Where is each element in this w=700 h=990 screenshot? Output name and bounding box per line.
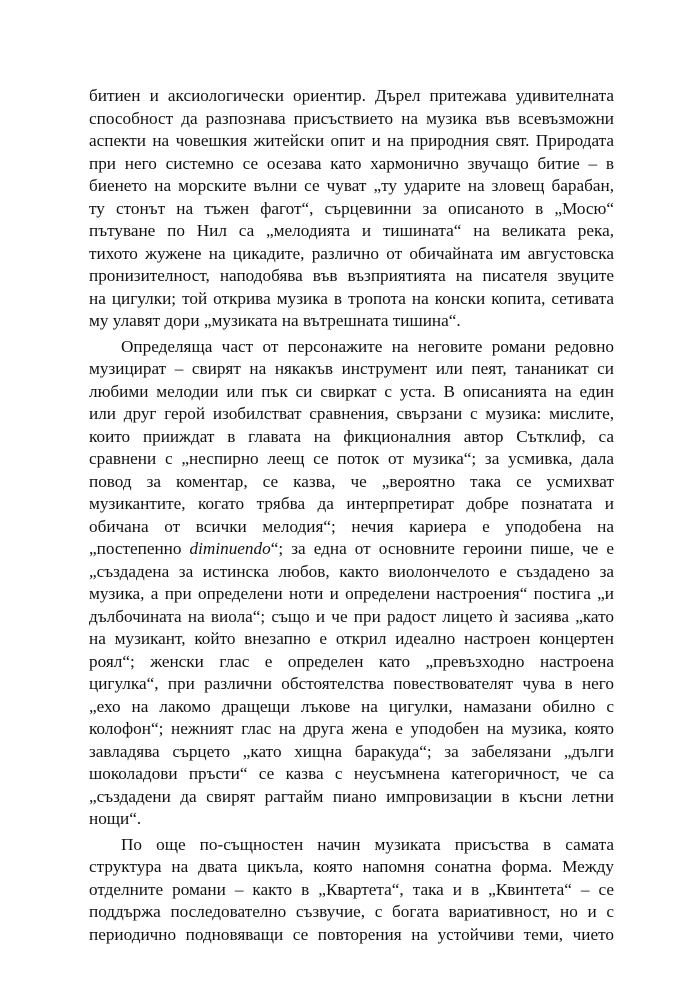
text-line: или друг герой изобилстват сравнения, свързани с музика: мислите, <box>89 404 614 423</box>
text-line: „създадени да свирят рагтайм пиано импровизации в късни летни <box>89 786 614 806</box>
italic-term: diminuendo <box>189 539 271 558</box>
text-line: нощи“. <box>89 809 142 828</box>
text-line: цигулка“, при различни обстоятелства повествователят чува в него <box>89 674 614 693</box>
text-line: периодично подновяващи се повторения на устойчиви теми, чието <box>89 924 614 944</box>
text-line: при него системно се осезава като хармонично звучащо битие – в <box>89 153 614 173</box>
document-page <box>89 85 614 946</box>
text-line: структура на двата цикъла, която напомня сонатна форма. Между <box>89 857 614 876</box>
text-line: шоколадови пръсти“ се казва с неусъмнена категоричност, че са <box>89 764 614 783</box>
text-line: колофон“; нежният глас на друга жена е уподобен на музика, която <box>89 719 614 738</box>
text-line: завладява сърцето „като хищна баракуда“; за забелязани „дълги <box>89 741 614 761</box>
text-line: битиен и аксиологически ориентир. Дърел притежава удивителната <box>89 86 614 105</box>
text-line: обичана от всички мелодия“; нечия кариера е уподобена на <box>89 516 614 536</box>
paragraph-2 <box>89 336 614 831</box>
text-line: По още по-същностен начин музиката присъства в самата <box>121 834 614 854</box>
text-line: които прииждат в главата на фикционалния автор Сътклиф, са <box>89 426 614 446</box>
text-line: му улавят дори „музиката на вътрешната тишина“. <box>89 311 461 330</box>
text-line: отделните романи – както в „Квартета“, така и в „Квинтета“ – се <box>89 879 614 899</box>
text-line: способност да разпознава присъствието на музика във всевъзможни <box>89 108 614 128</box>
text-line: „създадена за истинска любов, както виолончелото е създадено за <box>89 561 614 581</box>
text-line: тихото жужене на цикадите, различно от обичайната им августовска <box>89 243 614 263</box>
text-line: поддържа последователно съзвучие, с богата вариативност, но и с <box>89 902 614 921</box>
text-line: любими мелодии или пък си свиркат с уста. В описанията на един <box>89 381 614 401</box>
text-line: роял“; женски глас е определен като „превъзходно настроена <box>89 651 614 671</box>
text-line: ту стонът на тъжен фагот“, сърцевинни за описаното в „Мосю“ <box>89 198 614 218</box>
text-line: музицират – свирят на някакъв инструмент или пеят, тананикат си <box>89 359 614 378</box>
text-line: пътуване по Нил са „мелодията и тишината“ на великата река, <box>89 221 614 240</box>
text-line: „ехо на лакомо дращещи лъкове на цигулки, намазани обилно с <box>89 696 614 716</box>
text-line-with-italic: „постепенно diminuendo“; за една от основните героини пише, че е <box>89 539 614 558</box>
text-line: сравнени с „неспирно леещ се поток от музика“; за усмивка, дала <box>89 449 614 468</box>
text-line: музикантите, когато трябва да интерпретират добре познатата и <box>89 494 614 513</box>
text-line: музика, а при определени ноти и определени настроения“ постига „и <box>89 584 614 603</box>
text-line: пронизителност, наподобява във възприятията на писателя звуците <box>89 266 614 285</box>
text-line: дълбочината на виола“; също и че при радост лицето ѝ засиява „като <box>89 606 614 626</box>
text-line: биенето на морските вълни се чуват „ту ударите на зловещ барабан, <box>89 176 614 195</box>
text-line: аспекти на човешкия житейски опит и на природния свят. Природата <box>89 131 614 150</box>
paragraph-1 <box>89 85 614 333</box>
paragraph-3 <box>89 834 614 947</box>
text-line: на цигулки; той открива музика в тропота на конски копита, сетивата <box>89 288 614 308</box>
text-line: повод за коментар, се казва, че „вероятно така се усмихват <box>89 471 614 491</box>
text-line: Определяща част от персонажите на неговите романи редовно <box>121 336 614 356</box>
text-line: на музикант, който внезапно е открил идеално настроен концертен <box>89 629 614 648</box>
